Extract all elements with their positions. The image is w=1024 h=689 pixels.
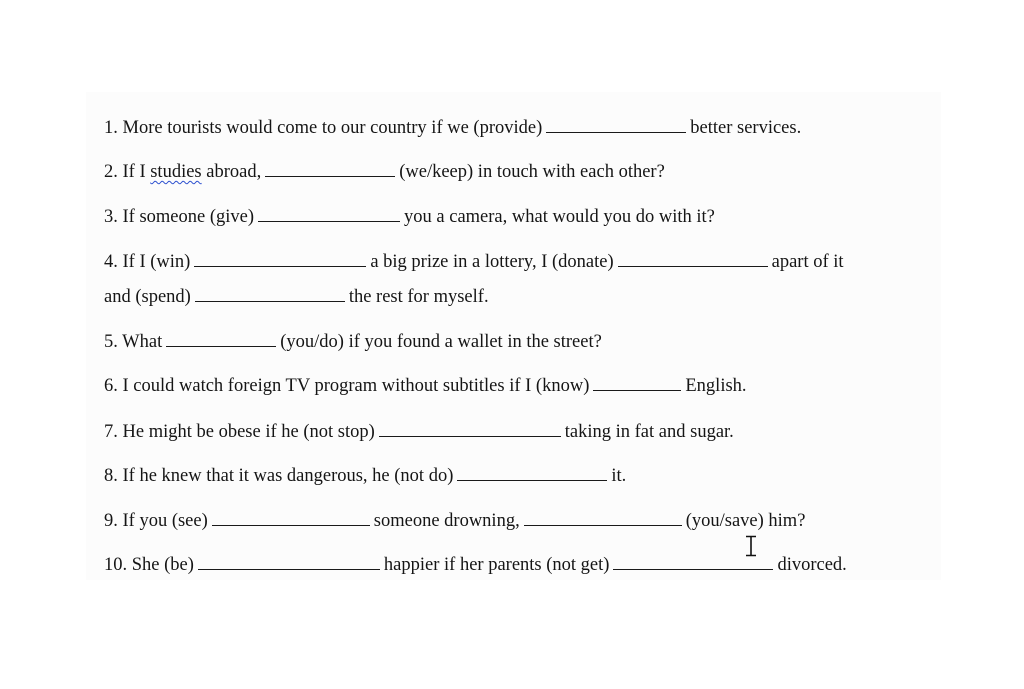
answer-blank[interactable] [618, 246, 768, 267]
answer-blank[interactable] [265, 156, 395, 177]
exercise-item-10 [104, 549, 847, 577]
item-text: 8. If he knew that it was dangerous, he (not do) [104, 466, 454, 486]
item-text: taking in fat and sugar. [564, 422, 734, 442]
answer-blank[interactable] [195, 281, 345, 302]
item-text: and (spend) [104, 287, 191, 307]
exercise-item-9 [104, 505, 805, 533]
spellcheck-underlined-word: studies [150, 162, 202, 182]
answer-blank[interactable] [379, 416, 561, 437]
answer-blank[interactable] [166, 326, 276, 347]
item-text: English. [685, 376, 747, 396]
exercise-item-7 [104, 416, 734, 444]
item-text: better services. [690, 118, 802, 138]
item-text: you a camera, what would you do with it? [404, 207, 715, 227]
item-text: 1. More tourists would come to our country if we (provide) [104, 118, 543, 138]
exercise-item-6 [104, 370, 747, 398]
exercise-item-4 [104, 246, 844, 274]
item-text: 4. If I (win) [104, 252, 191, 272]
item-text: (we/keep) in touch with each other? [399, 162, 665, 182]
answer-blank[interactable] [258, 201, 400, 222]
item-text: (you/save) him? [685, 511, 806, 531]
answer-blank[interactable] [593, 370, 681, 391]
answer-blank[interactable] [546, 112, 686, 133]
answer-blank[interactable] [212, 505, 370, 526]
item-text: 5. What [104, 332, 163, 352]
item-text: the rest for myself. [348, 287, 489, 307]
item-text: a big prize in a lottery, I (donate) [370, 252, 614, 272]
answer-blank[interactable] [198, 549, 380, 570]
answer-blank[interactable] [457, 460, 607, 481]
exercise-item-3 [104, 201, 715, 229]
item-text: apart of it [771, 252, 844, 272]
item-text: 9. If you (see) [104, 511, 208, 531]
item-text: it. [611, 466, 627, 486]
item-text: someone drowning, [373, 511, 520, 531]
exercise-item-2 [104, 156, 665, 184]
exercise-item-4-continued [104, 281, 489, 309]
answer-blank[interactable] [524, 505, 682, 526]
item-text: (you/do) if you found a wallet in the street? [280, 332, 602, 352]
item-text: abroad, [206, 162, 262, 182]
item-text: 7. He might be obese if he (not stop) [104, 422, 375, 442]
exercise-item-8 [104, 460, 626, 488]
item-text: divorced. [777, 555, 847, 575]
exercise-item-5 [104, 326, 602, 354]
item-text: happier if her parents (not get) [383, 555, 610, 575]
item-text: 2. If I [104, 162, 146, 182]
exercise-item-1 [104, 112, 801, 140]
item-text: 10. She (be) [104, 555, 194, 575]
answer-blank[interactable] [194, 246, 366, 267]
item-text: 6. I could watch foreign TV program without subtitles if I (know) [104, 376, 590, 396]
text-cursor-icon [744, 535, 758, 557]
item-text: 3. If someone (give) [104, 207, 255, 227]
